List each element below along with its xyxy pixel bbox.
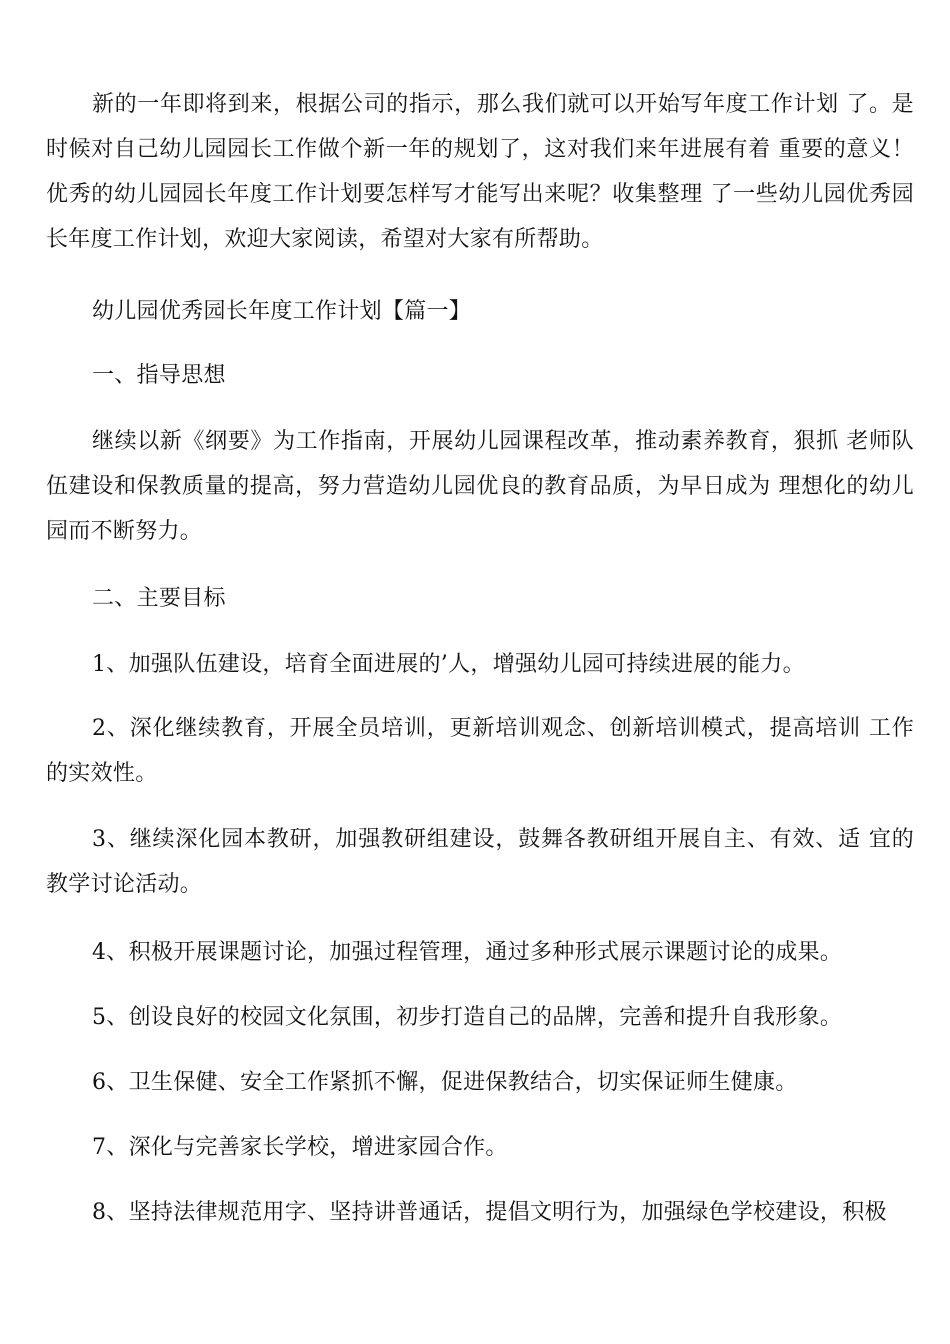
goal-item-1: 1、加强队伍建设，培育全面进展的’人，增强幼儿园可持续进展的能力。 [92,652,805,677]
guiding-ideology-paragraph: 继续以新《纲要》为工作指南，开展幼儿园课程改革，推动素养教育，狠抓 老师队伍建设和保教质量的提高，努力营造幼儿园优良的教育品质，为早日成为 理想化的幼儿园而不断努力。 [46,429,914,544]
goal-item-5: 5、创设良好的校园文化氛围，初步打造自己的品牌，完善和提升自我形象。 [92,1005,843,1030]
heading-main-goals: 二、主要目标 [92,586,226,611]
goal-item-4: 4、积极开展课题讨论，加强过程管理，通过多种形式展示课题讨论的成果。 [92,940,843,965]
section-title: 幼儿园优秀园长年度工作计划【篇一】 [92,299,472,324]
goal-item-6: 6、卫生保健、安全工作紧抓不懈，促进保教结合，切实保证师生健康。 [92,1070,798,1095]
goal-item-3: 3、继续深化园本教研，加强教研组建设，鼓舞各教研组开展自主、有效、适 宜的教学讨论活动。 [46,827,914,897]
intro-paragraph: 新的一年即将到来，根据公司的指示，那么我们就可以开始写年度工作计划 了。是时候对自己幼儿园园长工作做个新一年的规划了，这对我们来年进展有着 重要的意义！优秀的幼儿园园长年度工作计划要怎样写才能写出来呢？收集整理 了一些幼儿园优秀园长年度工作计划，欢迎大家阅读，希望对大家有所帮助。 [46,92,914,252]
goal-item-7: 7、深化与完善家长学校，增进家园合作。 [92,1135,508,1160]
goal-item-2: 2、深化继续教育，开展全员培训，更新培训观念、创新培训模式，提高培训 工作的实效性。 [46,716,914,786]
goal-item-8: 8、坚持法律规范用字、坚持讲普通话，提倡文明行为，加强绿色学校建设，积极 [92,1200,887,1225]
heading-guiding-ideology: 一、指导思想 [92,363,226,388]
